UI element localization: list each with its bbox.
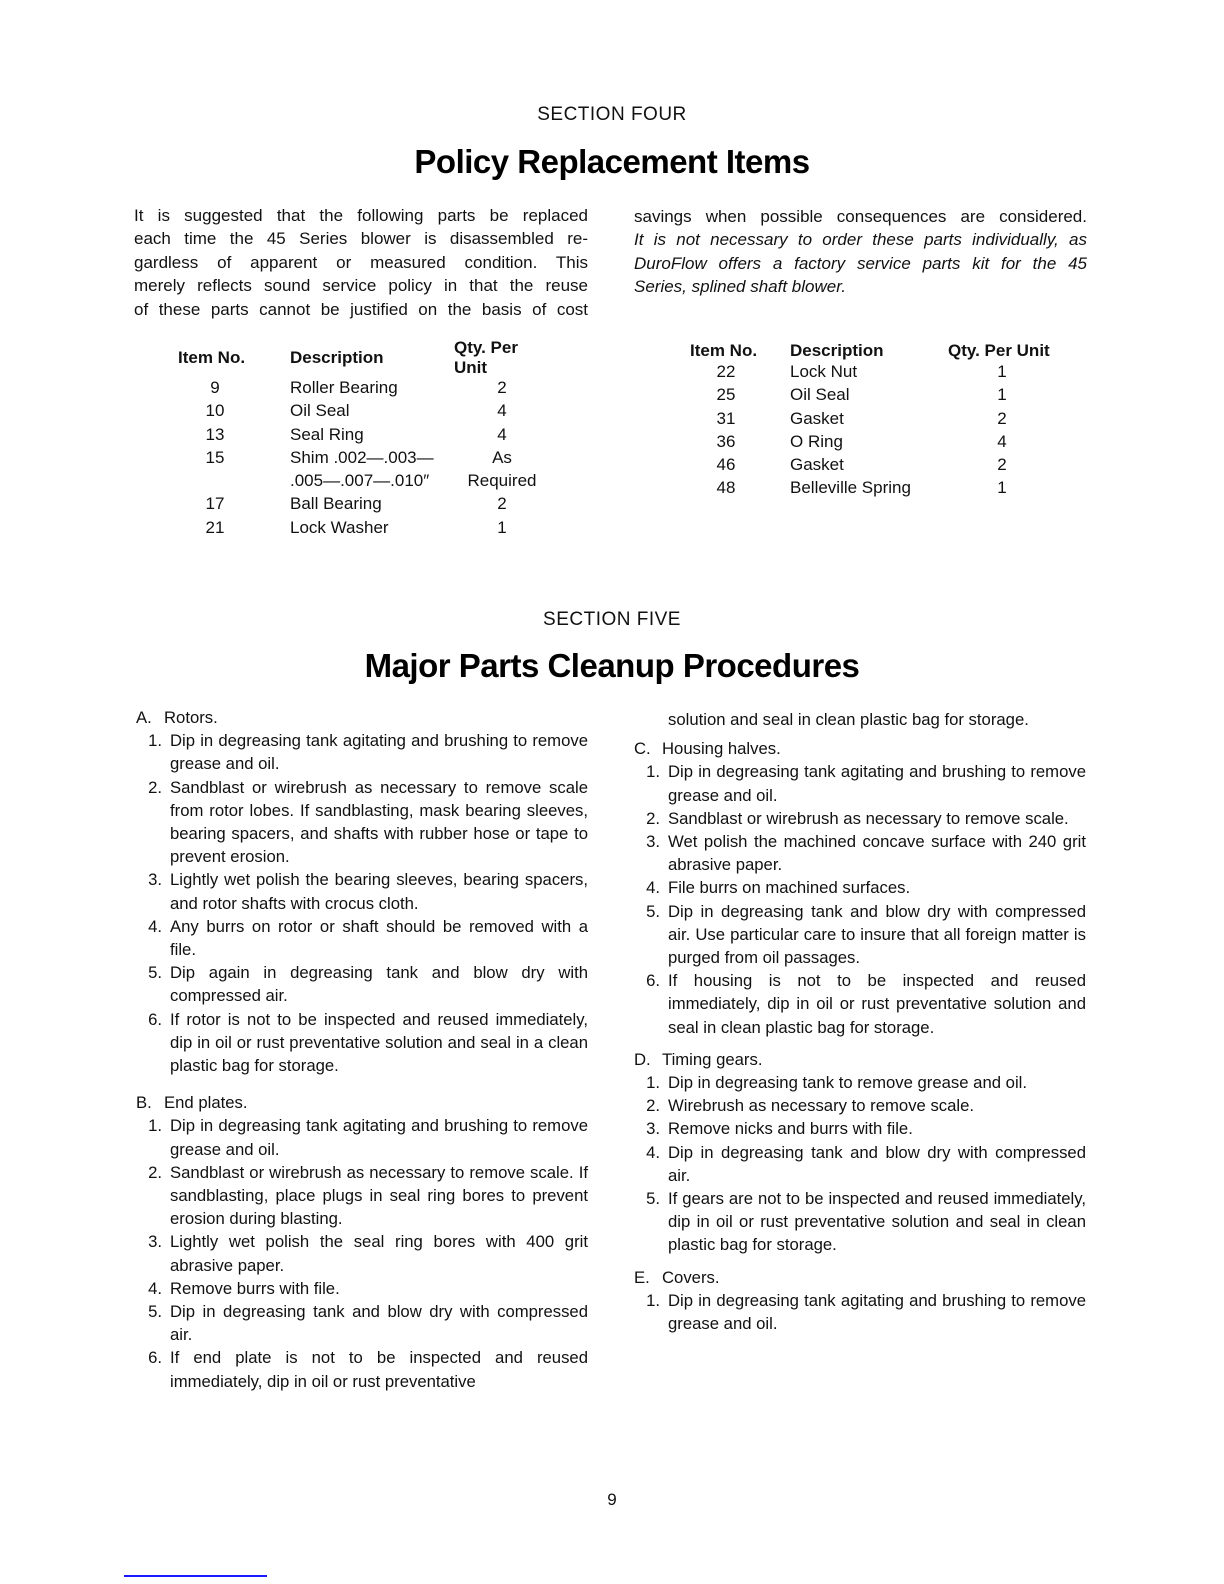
item-description: Shim .002—.003—: [290, 447, 434, 467]
step-number: 3.: [646, 1119, 660, 1139]
step-number: 3.: [646, 832, 660, 852]
step-text: Sandblast or wirebrush as necessary to remove scale from rotor lobes. If sandblasting, mask bearing sleeves, bearing spacers, and shafts with rubber hose or tape to prevent erosion.: [170, 777, 588, 867]
step-text: Lightly wet polish the bearing sleeves, bearing spacers, and rotor shafts with crocus cloth.: [170, 870, 588, 913]
step-number: 3.: [148, 1232, 162, 1252]
section-four-title: Policy Replacement Items: [414, 143, 810, 180]
procedure-step: [136, 1346, 588, 1392]
table-row: [178, 471, 554, 494]
step-number: 1.: [148, 1116, 162, 1136]
procedure-step: [136, 1114, 588, 1160]
procedures-right-column: [634, 708, 1086, 1335]
category-letter: D.: [634, 1049, 651, 1069]
table-row: [690, 455, 1056, 478]
parts-table-right: [690, 339, 1056, 502]
table-header-row: [690, 339, 1056, 362]
step-text: Remove nicks and burrs with file.: [668, 1119, 913, 1139]
item-description: Seal Ring: [290, 424, 364, 444]
category-letter: A.: [136, 708, 152, 727]
category-heading: [634, 737, 1086, 760]
step-number: 4.: [646, 1142, 660, 1162]
item-quantity: 2: [497, 378, 507, 397]
item-number: 36: [716, 431, 736, 451]
item-number: 21: [205, 517, 225, 537]
item-number: 15: [205, 447, 225, 467]
section-five-label: SECTION FIVE: [543, 609, 681, 630]
procedure-step: [634, 969, 1086, 1039]
step-text: Remove burrs with file.: [170, 1278, 340, 1298]
item-number: 31: [716, 408, 736, 428]
section-five-title: Major Parts Cleanup Procedures: [364, 647, 860, 684]
item-description: Lock Washer: [290, 517, 389, 537]
procedure-step: [136, 1300, 588, 1346]
header-description: Description: [790, 340, 884, 360]
item-quantity: 2: [997, 408, 1007, 428]
procedure-step: [634, 1187, 1086, 1257]
item-description: Gasket: [790, 455, 844, 475]
category-heading: [136, 706, 588, 729]
procedure-step: [634, 830, 1086, 876]
item-quantity: 1: [997, 478, 1007, 498]
procedure-step: [634, 760, 1086, 806]
item-number: [178, 471, 252, 494]
item-description: .005—.007—.010″: [290, 471, 430, 491]
step-list: [136, 729, 588, 1077]
step-text: Dip in degreasing tank and blow dry with compressed air.: [668, 1142, 1086, 1185]
procedure-step: [136, 915, 588, 961]
intro-line: each time the 45 Series blower is disassembled re-: [134, 229, 588, 249]
item-quantity: As: [492, 447, 512, 467]
step-text: Dip in degreasing tank agitating and brushing to remove grease and oil.: [170, 731, 588, 774]
procedure-step: [136, 961, 588, 1007]
step-text: Dip in degreasing tank to remove grease and oil.: [668, 1073, 1027, 1093]
table-row: [178, 425, 554, 448]
item-number: 10: [205, 401, 225, 421]
procedure-category: [634, 737, 1086, 1039]
step-text: If end plate is not to be inspected and reused immediately, dip in oil or rust preventative: [170, 1348, 588, 1391]
item-number: 17: [205, 494, 225, 514]
kit-note-line: It is not necessary to order these parts individually, as: [634, 230, 1087, 250]
category-heading: [136, 1091, 588, 1114]
spacer: [136, 1077, 588, 1091]
parts-table-left: [178, 338, 554, 541]
section-four-label: SECTION FOUR: [537, 104, 687, 125]
item-description: Roller Bearing: [290, 378, 398, 397]
category-name: Rotors.: [164, 708, 218, 727]
item-description: Oil Seal: [290, 401, 350, 421]
step-number: 6.: [646, 971, 660, 991]
step-number: 4.: [646, 878, 660, 898]
item-description: O Ring: [790, 431, 843, 451]
header-item-no: Item No.: [178, 348, 246, 367]
header-qty: Qty. Per Unit: [948, 340, 1050, 360]
step-list: [136, 1114, 588, 1392]
table-row: [178, 401, 554, 424]
step-number: 1.: [646, 762, 660, 782]
intro-line: It is suggested that the following parts be replaced: [134, 206, 588, 225]
procedure-step-continuation: [634, 708, 1086, 731]
item-quantity: 4: [997, 431, 1007, 451]
table-header-row: [178, 338, 554, 378]
step-text: If rotor is not to be inspected and reused immediately, dip in oil or rust preventative solution and seal in a clean plastic bag for storage.: [170, 1009, 588, 1076]
item-description: Ball Bearing: [290, 494, 382, 514]
procedure-category: [634, 1266, 1086, 1336]
step-number: 2.: [646, 808, 660, 828]
step-text: Any burrs on rotor or shaft should be removed with a file.: [170, 916, 588, 960]
procedure-step: [136, 1008, 588, 1078]
step-text: Lightly wet polish the seal ring bores with 400 grit abrasive paper.: [170, 1232, 588, 1275]
step-text: Dip again in degreasing tank and blow dry with compressed air.: [170, 963, 588, 1006]
step-text: Wet polish the machined concave surface with 240 grit abrasive paper.: [668, 832, 1086, 875]
step-number: 2.: [148, 1162, 162, 1182]
item-quantity: 2: [497, 494, 507, 514]
item-quantity: 4: [497, 424, 507, 444]
step-text: If gears are not to be inspected and reused immediately, dip in oil or rust preventative solution and seal in clean plastic bag for storage.: [668, 1189, 1086, 1255]
procedure-step: [634, 1071, 1086, 1094]
item-description: Gasket: [790, 408, 844, 428]
spacer: [634, 1257, 1086, 1266]
procedure-step: [634, 900, 1086, 970]
table-row: [178, 378, 554, 401]
procedure-step: [634, 807, 1086, 830]
step-number: 3.: [148, 870, 162, 890]
step-text: Sandblast or wirebrush as necessary to remove scale.: [668, 808, 1069, 828]
header-qty: Qty. Per Unit: [454, 338, 518, 377]
kit-note-line: Series, splined shaft blower.: [634, 277, 846, 297]
item-number: 25: [716, 385, 736, 405]
item-description: Lock Nut: [790, 362, 858, 381]
step-number: 2.: [646, 1096, 660, 1116]
item-quantity: 1: [997, 385, 1007, 405]
category-heading: [634, 1266, 1086, 1289]
procedures-left-column: [136, 706, 588, 1393]
item-quantity: Required: [467, 471, 537, 491]
category-heading: [634, 1048, 1086, 1071]
intro-right-paragraph: [634, 205, 1087, 299]
item-quantity: 1: [497, 517, 507, 537]
procedure-step: [634, 1094, 1086, 1117]
step-number: 5.: [646, 901, 660, 921]
category-name: Housing halves.: [662, 739, 781, 759]
step-text: Dip in degreasing tank agitating and brushing to remove grease and oil.: [668, 1290, 1086, 1334]
table-row: [178, 448, 554, 471]
table-row: [690, 478, 1056, 501]
intro-line: gardless of apparent or measured condition. This: [134, 252, 588, 272]
step-text: Dip in degreasing tank and blow dry with compressed air.: [170, 1302, 588, 1345]
procedure-category: [136, 706, 588, 1077]
step-text: Dip in degreasing tank agitating and brushing to remove grease and oil.: [668, 762, 1086, 805]
procedure-step: [634, 1289, 1086, 1335]
intro-line: of these parts cannot be justified on the basis of cost: [134, 299, 588, 319]
item-quantity: 1: [997, 362, 1007, 381]
procedure-step: [634, 1117, 1086, 1140]
step-text: Dip in degreasing tank agitating and brushing to remove grease and oil.: [170, 1116, 588, 1159]
item-number: 22: [716, 362, 736, 381]
header-description: Description: [290, 348, 384, 367]
table-row: [690, 362, 1056, 385]
intro-line: savings when possible consequences are considered.: [634, 207, 1087, 226]
procedure-category: [136, 1091, 588, 1393]
step-list: [634, 760, 1086, 1038]
step-list: [634, 1289, 1086, 1335]
step-number: 5.: [148, 1302, 162, 1322]
item-number: 48: [716, 478, 736, 498]
intro-line: merely reflects sound service policy in that the reuse: [134, 276, 588, 296]
category-name: Timing gears.: [662, 1049, 763, 1069]
step-number: 1.: [646, 1073, 660, 1093]
procedure-step: [136, 1161, 588, 1231]
table-row: [690, 409, 1056, 432]
category-letter: C.: [634, 739, 651, 759]
item-number: 13: [205, 424, 225, 444]
table-row: [178, 494, 554, 517]
intro-left-paragraph: [134, 204, 588, 321]
footer-line: [124, 1575, 267, 1577]
header-item-no: Item No.: [690, 340, 758, 360]
step-number: 2.: [148, 777, 162, 797]
spacer: [634, 1039, 1086, 1048]
procedure-step: [136, 868, 588, 914]
category-letter: E.: [634, 1267, 650, 1287]
procedure-step: [634, 876, 1086, 899]
category-name: Covers.: [662, 1267, 720, 1287]
item-description: Belleville Spring: [790, 478, 911, 498]
procedure-step: [136, 1230, 588, 1276]
table-row: [690, 385, 1056, 408]
step-number: 1.: [646, 1290, 660, 1310]
step-text: Wirebrush as necessary to remove scale.: [668, 1096, 975, 1116]
step-number: 5.: [646, 1189, 660, 1209]
step-text: If housing is not to be inspected and reused immediately, dip in oil or rust preventative solution and seal in clean plastic bag for storage.: [668, 971, 1086, 1037]
procedure-step: [136, 1277, 588, 1300]
step-number: 5.: [148, 963, 162, 983]
step-text: Dip in degreasing tank and blow dry with compressed air. Use particular care to insure that all foreign matter is purged from oil passages.: [668, 901, 1086, 968]
step-text: File burrs on machined surfaces.: [668, 878, 911, 898]
step-number: 1.: [148, 731, 162, 751]
table-row: [690, 432, 1056, 455]
procedure-step: [634, 1141, 1086, 1187]
step-text: solution and seal in clean plastic bag for storage.: [668, 710, 1029, 729]
step-number: 6.: [148, 1009, 162, 1029]
item-number: 46: [716, 455, 736, 475]
procedure-category: [634, 1048, 1086, 1257]
table-row: [178, 518, 554, 541]
item-quantity: 4: [497, 401, 507, 421]
category-letter: B.: [136, 1093, 152, 1113]
page-number: 9: [607, 1490, 617, 1509]
procedure-step: [136, 776, 588, 869]
step-list: [634, 1071, 1086, 1257]
item-number: 9: [210, 378, 220, 397]
step-number: 4.: [148, 916, 162, 936]
item-description: Oil Seal: [790, 385, 850, 405]
step-number: 6.: [148, 1348, 162, 1368]
procedure-step: [136, 729, 588, 775]
category-name: End plates.: [164, 1093, 248, 1113]
kit-note-line: DuroFlow offers a factory service parts kit for the 45: [634, 253, 1087, 273]
item-quantity: 2: [997, 455, 1007, 475]
step-text: Sandblast or wirebrush as necessary to remove scale. If sandblasting, place plugs in seal ring bores to prevent erosion during blasting.: [170, 1162, 588, 1229]
step-number: 4.: [148, 1278, 162, 1298]
